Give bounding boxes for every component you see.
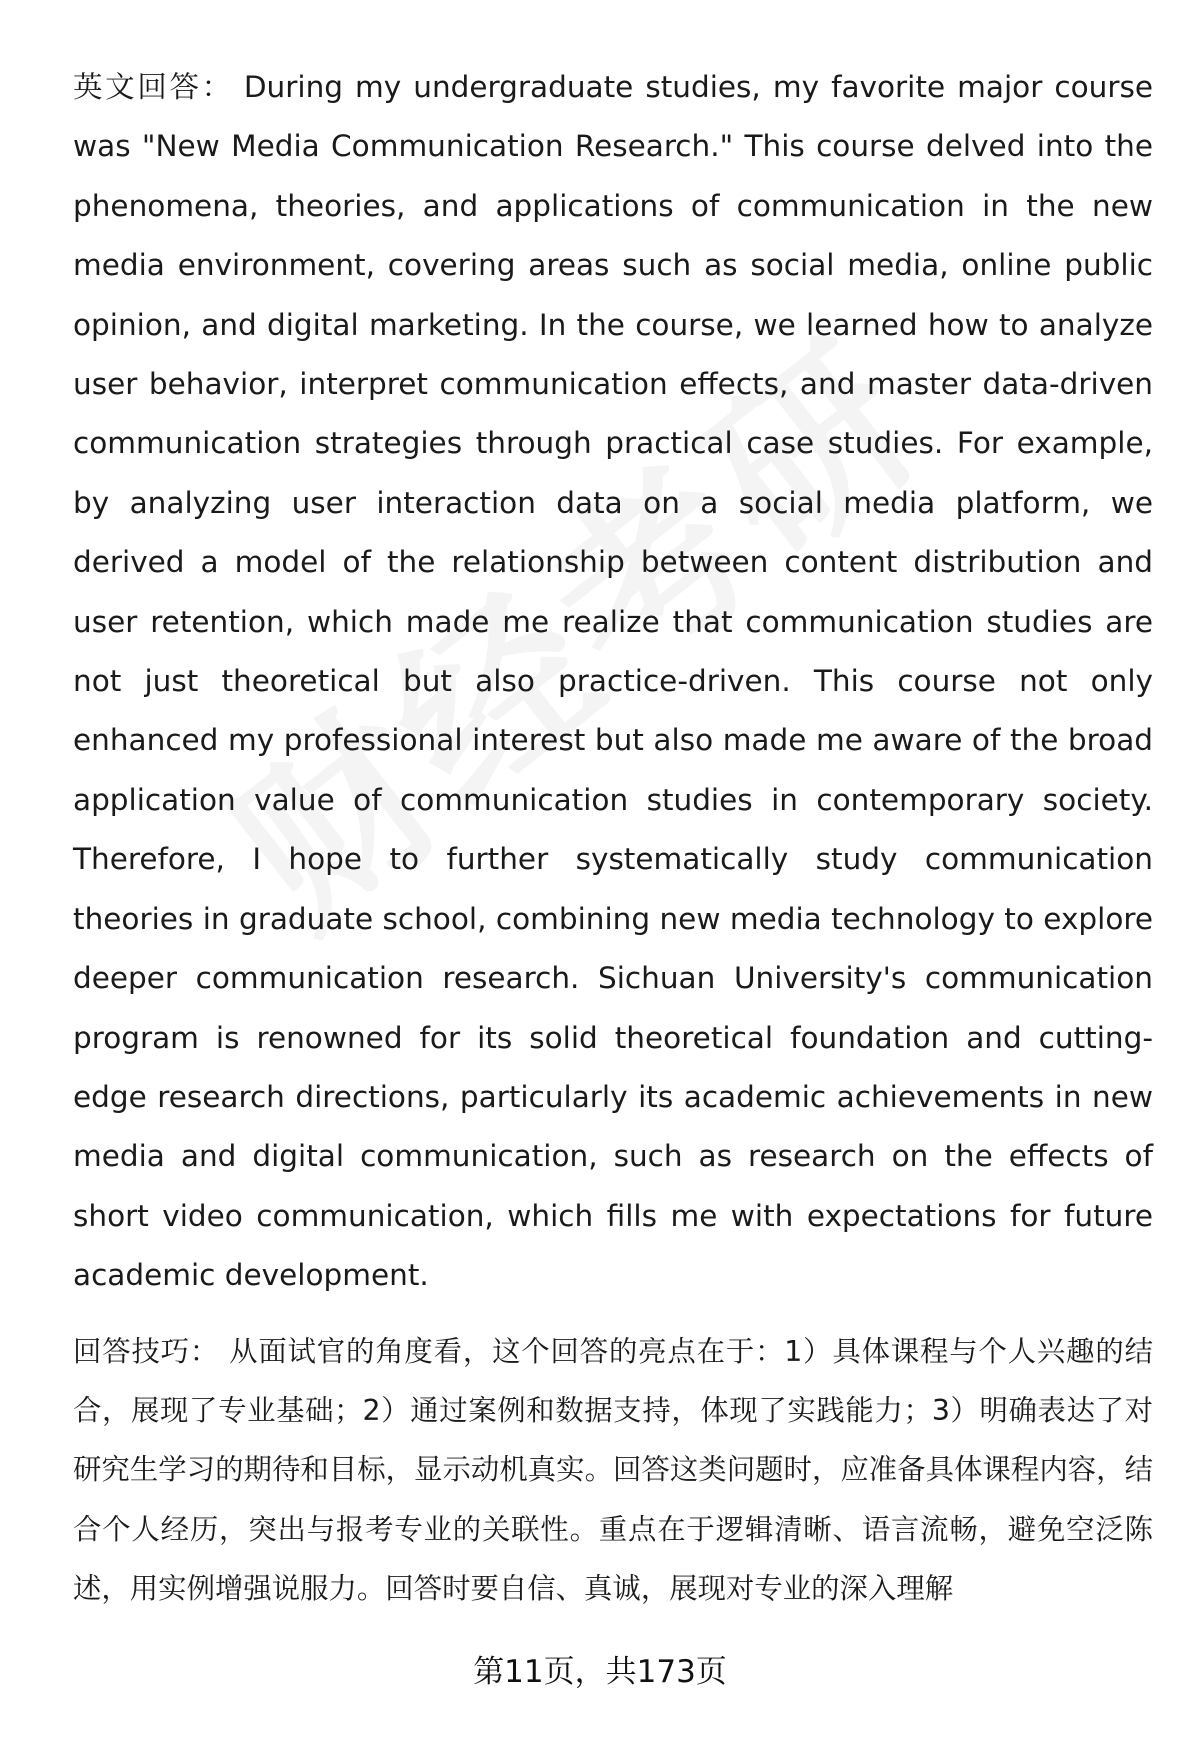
answer-tips-label: 回答技巧：	[73, 1334, 220, 1368]
answer-tips-paragraph	[73, 1322, 1153, 1619]
page-number: 第11页，共173页	[473, 1654, 727, 1690]
page-content	[73, 58, 1153, 1619]
english-answer-paragraph	[73, 58, 1153, 1306]
english-answer-label: 英文回答：	[73, 70, 234, 104]
answer-tips-text: 从面试官的角度看，这个回答的亮点在于：1）具体课程与个人兴趣的结合，展现了专业基础；2）通过案例和数据支持，体现了实践能力；3）明确表达了对研究生学习的期待和目标，显示动机真实。回答这类问题时，应准备具体课程内容，结合个人经历，突出与报考专业的关联性。重点在于逻辑清晰、语言流畅，避免空泛陈述，用实例增强说服力。回答时要自信、真诚，展现对专业的深入理解	[73, 1334, 1153, 1606]
english-answer-text: During my undergraduate studies, my favorite major course was "New Media Communication Research." This course delved into the phenomena, theories, and applications of communication in the new media environment, covering areas such as social media, online public opinion, and digital marketing. In the course, we learned how to analyze user behavior, interpret communication effects, and master data-driven communication strategies through practical case studies. For example, by analyzing user interaction data on a social media platform, we derived a model of the relationship between content distribution and user retention, which made me realize that communication studies are not just theoretical but also practice-driven. This course not only enhanced my professional interest but also made me aware of the broad application value of communication studies in contemporary society. Therefore, I hope to further systematically study communication theories in graduate school, combining new media technology to explore deeper communication research. Sichuan University's communication program is renowned for its solid theoretical foundation and cutting-edge research directions, particularly its academic achievements in new media and digital communication, such as research on the effects of short video communication, which fills me with expectations for future academic development.	[73, 70, 1153, 1293]
